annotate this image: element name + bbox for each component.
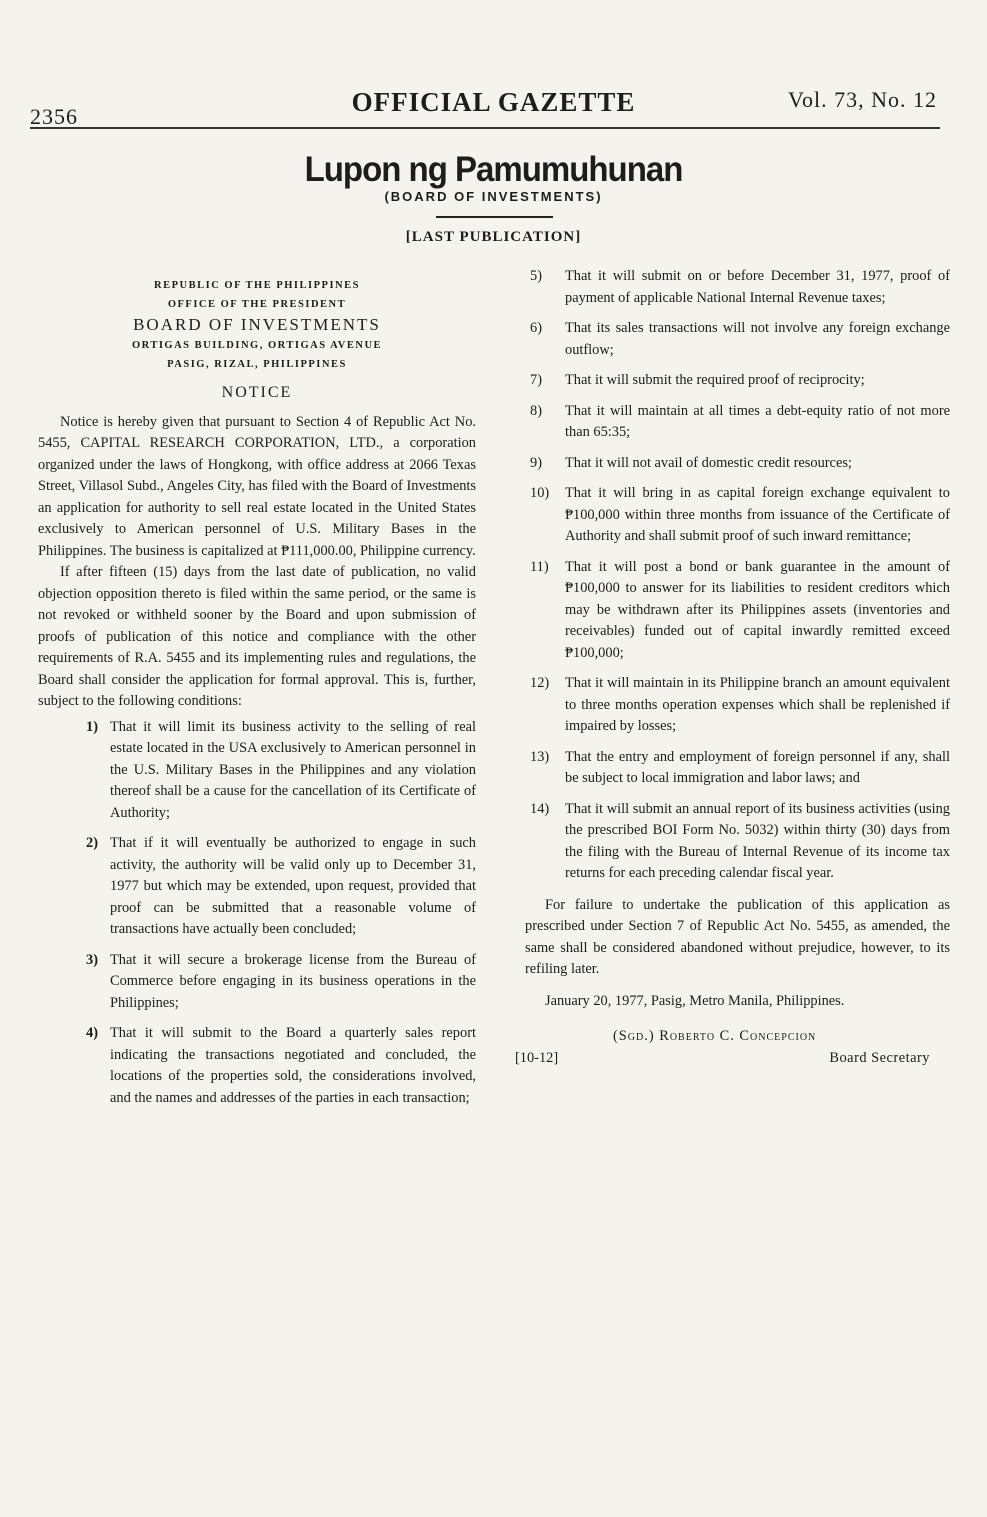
- condition-item: [525, 673, 950, 738]
- condition-text: That it will submit to the Board a quarterly sales report indicating the transactions negotiated and concluded, the locations of the properties sold, the considerations involved, and the names and addresses of the parties in each transaction;: [110, 1025, 476, 1106]
- condition-item: [525, 401, 950, 444]
- section-title: Lupon ng Pamumuhunan: [304, 148, 683, 189]
- condition-item: [525, 557, 950, 665]
- condition-number: 3): [86, 951, 98, 968]
- condition-number: 9): [530, 454, 542, 471]
- letterhead-city: PASIG, RIZAL, PHILIPPINES: [167, 359, 347, 370]
- condition-text: That it will submit an annual report of its business activities (using the prescribed BOI Form No. 5032) within thirty (30) days from the filing with the Bureau of Internal Revenue of its income tax returns for each preceding calendar fiscal year.: [565, 800, 950, 881]
- condition-number: 4): [86, 1025, 98, 1041]
- condition-number: 6): [530, 320, 542, 336]
- title-rule: [436, 216, 553, 218]
- condition-item: [38, 717, 476, 825]
- condition-text: That it will limit its business activity to the selling of real estate located in the USA exclusively to American personnel in the U.S. Military Bases in the Philippines and any violation thereof shall be a cause for the cancellation of its Certificate of Authority;: [110, 718, 476, 821]
- condition-text: That it will submit the required proof of reciprocity;: [565, 372, 865, 388]
- condition-item: [525, 318, 950, 361]
- condition-item: [38, 833, 476, 941]
- page-number: 2356: [30, 104, 78, 129]
- condition-item: [525, 453, 950, 475]
- condition-text: That it will not avail of domestic credit resources;: [565, 454, 852, 471]
- condition-item: [38, 950, 476, 1015]
- condition-number: 1): [86, 718, 98, 735]
- condition-number: 8): [530, 402, 542, 419]
- condition-text: That it will submit on or before December 31, 1977, proof of payment of applicable National Internal Revenue taxes;: [565, 268, 950, 306]
- condition-text: That the entry and employment of foreign personnel if any, shall be subject to local immigration and labor laws; and: [565, 748, 950, 786]
- notice-paragraph: If after fifteen (15) days from the last date of publication, no valid objection opposition thereto is filed within the same period, or the same is not revoked or withheld sooner by the Board and upon submission of proofs of publication of this notice and compliance with the other requirements of R.A. 5455 and its implementing rules and regulations, the Board shall consider the application for formal approval. This is, further, subject to the following conditions:: [38, 564, 476, 709]
- header-rule: [30, 127, 940, 129]
- condition-text: That it will maintain in its Philippine branch an amount equivalent to three months operation expenses which shall be replenished if impaired by losses;: [565, 675, 950, 734]
- condition-item: [525, 799, 950, 885]
- condition-text: That it will bring in as capital foreign exchange equivalent to ₱100,000 within three months from issuance of the Certificate of Authority and shall submit proof of such inward remittance;: [565, 485, 950, 544]
- notice-heading: NOTICE: [221, 384, 293, 401]
- condition-number: 5): [530, 268, 542, 284]
- right-column: [515, 266, 950, 1070]
- condition-number: 14): [530, 800, 550, 817]
- signatory-name: (Sgd.) Roberto C. Concepcion: [613, 1028, 817, 1044]
- conditions-list: [38, 717, 476, 1110]
- letterhead-office: OFFICE OF THE PRESIDENT: [167, 299, 347, 310]
- condition-number: 12): [530, 675, 550, 691]
- condition-item: [525, 370, 950, 392]
- file-reference: [10-12]: [515, 1050, 559, 1066]
- date-place: January 20, 1977, Pasig, Metro Manila, Philippines.: [545, 992, 845, 1009]
- volume-issue: Vol. 73, No. 12: [787, 87, 937, 112]
- condition-text: That it will post a bond or bank guarantee in the amount of ₱100,000 to answer for its liabilities to resident creditors which may be withdrawn after its Philippines assets (inventories and receivables) funded out of capital inwardly remitted exceed ₱100,000;: [565, 558, 950, 661]
- condition-number: 11): [530, 558, 549, 575]
- condition-text: That it will maintain at all times a debt-equity ratio of not more than 65:35;: [565, 402, 950, 440]
- condition-item: [525, 483, 950, 548]
- letterhead: [38, 276, 476, 374]
- condition-number: 7): [530, 372, 542, 388]
- condition-item: [38, 1023, 476, 1109]
- section-subtitle: (BOARD OF INVESTMENTS): [384, 189, 603, 204]
- condition-item: [525, 266, 950, 309]
- running-title: OFFICIAL GAZETTE: [351, 87, 636, 117]
- left-column: [38, 266, 476, 1118]
- letterhead-board: BOARD OF INVESTMENTS: [133, 315, 381, 334]
- condition-number: 10): [530, 485, 550, 501]
- condition-number: 13): [530, 748, 550, 765]
- notice-paragraph: Notice is hereby given that pursuant to Section 4 of Republic Act No. 5455, CAPITAL RESEARCH CORPORATION, LTD., a corporation organized under the laws of Hongkong, with office address at 2066 Texas Street, Villasol Subd., Angeles City, has filed with the Board of Investments an application for authority to sell real estate located in the United States exclusively to American personnel of U.S. Military Bases in the Philippines. The business is capitalized at ₱111,000.00, Philippine currency.: [38, 413, 476, 559]
- letterhead-republic: REPUBLIC OF THE PHILIPPINES: [154, 280, 360, 291]
- condition-number: 2): [86, 835, 98, 851]
- condition-text: That if it will eventually be authorized to engage in such activity, the authority will be valid only up to December 31, 1977 but which may be extended, upon request, provided that proof can be submitted that a reasonable volume of transactions have actually been concluded;: [110, 835, 476, 937]
- last-publication-label: [LAST PUBLICATION]: [405, 229, 582, 245]
- condition-text: That it will secure a brokerage license from the Bureau of Commerce before engaging in its business operations in the Philippines;: [110, 951, 476, 1011]
- closing-paragraph: For failure to undertake the publication of this application as prescribed under Section 7 of Republic Act No. 5455, as amended, the same shall be considered abandoned without prejudice, however, to its refiling later.: [525, 896, 950, 977]
- condition-text: That its sales transactions will not involve any foreign exchange outflow;: [565, 320, 950, 358]
- signature-block: [515, 1026, 950, 1070]
- condition-item: [525, 747, 950, 790]
- signatory-title: Board Secretary: [829, 1050, 930, 1066]
- letterhead-building: ORTIGAS BUILDING, ORTIGAS AVENUE: [131, 340, 383, 351]
